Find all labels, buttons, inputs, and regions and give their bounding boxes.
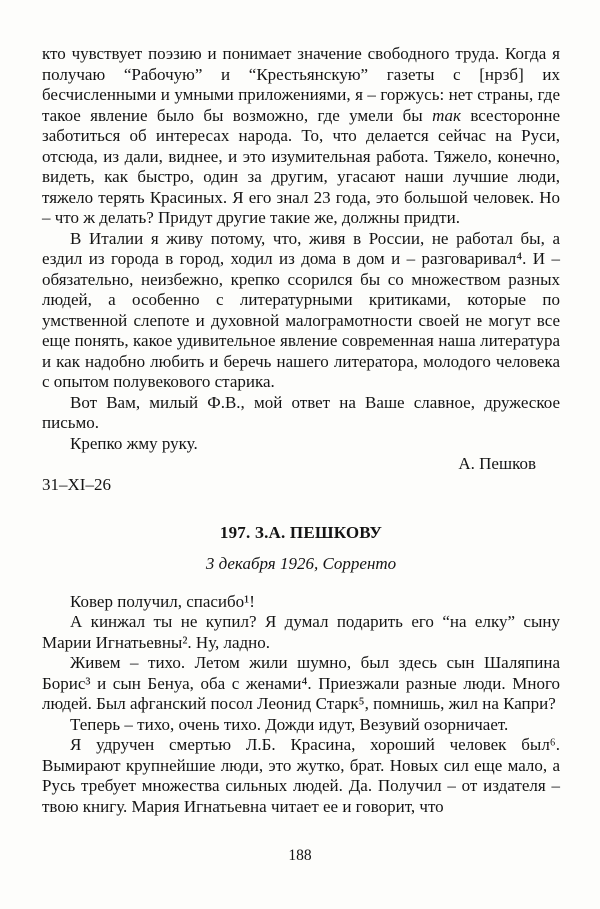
paragraph: Живем – тихо. Летом жили шумно, был здесь сын Шаляпина Борис³ и сын Бенуа, оба с женами⁴. Приезжали разные люди. Много людей. Был афганский посол Леонид Старк⁵, помнишь, жил на Капри? [42, 653, 560, 713]
page-number: 188 [288, 847, 312, 864]
paragraph: Крепко жму руку. [70, 433, 198, 453]
letter-197 [42, 523, 560, 817]
letter-heading: 197. З.А. ПЕШКОВУ [219, 523, 383, 542]
paragraph-text: всесторонне заботиться об интересах народа. То, что делается сейчас на Руси, отсюда, из дали, виднее, и это изумительная работа. Тяжело, конечно, видеть, как быстро, один за другим, угасают наши лучшие люди, тяжело терять Красиных. Я его знал 23 года, это большой человек. Но – что ж делать? Придут другие такие же, должны придти. [42, 105, 560, 227]
emphasized-word: так [432, 105, 461, 125]
paragraph: Теперь – тихо, очень тихо. Дожди идут, Везувий озорничает. [70, 714, 509, 734]
paragraph: Ковер получил, спасибо¹! [70, 591, 255, 611]
letter-previous-continuation [42, 44, 560, 495]
letter-dateline: 3 декабря 1926, Сорренто [205, 554, 397, 573]
paragraph: Я удручен смертью Л.Б. Красина, хороший человек был⁶. Вымирают крупнейшие люди, это жутко, брат. Новых сил еще мало, а Русь требует множества сильных людей. Да. Получил – от издателя – твою книгу. Мария Игнатьевна читает ее и говорит, что [42, 735, 560, 816]
paragraph: Вот Вам, милый Ф.В., мой ответ на Ваше славное, дружеское письмо. [42, 392, 560, 432]
paragraph: А кинжал ты не купил? Я думал подарить его “на елку” сыну Марии Игнатьевны². Ну, ладно. [42, 612, 560, 652]
letter-date: 31–XI–26 [42, 474, 111, 494]
paragraph: В Италии я живу потому, что, живя в России, не работал бы, а ездил из города в город, ходил из дома в дом и – разговаривал⁴. И – обязательно, неизбежно, крепко ссорился бы со множеством разных людей, а особенно с литературными критиками, которые по умственной слепоте и духовной малограмотности своей не могут все еще понять, какое удивительное явление современная наша литература и как надобно любить и беречь нашего литератора, молодого человека с опытом полувекового старика. [42, 228, 560, 391]
signature: А. Пешков [458, 454, 536, 473]
paragraph [42, 44, 560, 229]
paragraph-text: кто чувствует поэзию и понимает значение свободного труда. Когда я получаю “Рабочую” и “Крестьянскую” газеты с [нрзб] их бесчисленными и умными приложениями, я – горжусь: нет страны, где такое явление было бы возможно, где умели бы [42, 44, 560, 125]
